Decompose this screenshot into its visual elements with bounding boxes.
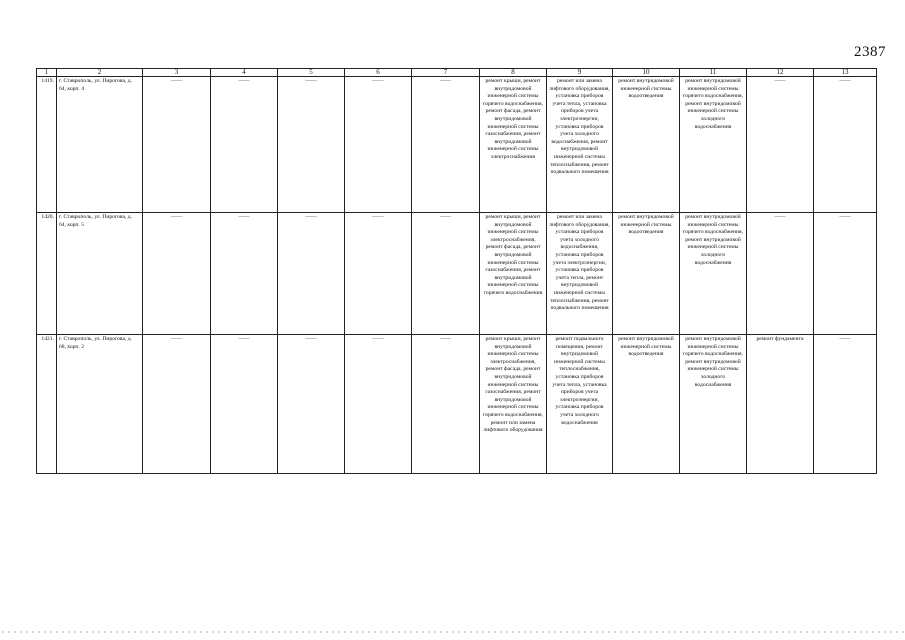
column-header: 12 — [747, 69, 814, 77]
row-number: 1419. — [37, 77, 57, 213]
work-cell: ремонт внутридомовой инженерной системы горячего водоснабжения, ремонт внутридомовой инженерной системы холодного водоснабжения — [680, 335, 747, 474]
column-header: 6 — [345, 69, 412, 77]
work-cell: ремонт внутридомовой инженерной системы водоотведения — [613, 213, 680, 335]
work-cell: ремонт крыши, ремонт внутридомовой инженерной системы горячего водоснабжения, ремонт фасада, ремонт внутридомовой инженерной системы газоснабжения, ремонт внутридомовой инженерной системы электроснабжения — [480, 77, 547, 213]
row-number: 1420. — [37, 213, 57, 335]
dash-cell: —— — [143, 77, 211, 213]
work-cell: ремонт крыши, ремонт внутридомовой инженерной системы электроснабжения, ремонт фасада, ремонт внутридомовой инженерной системы газоснабжения, ремонт внутридомовой инженерной системы горячего водоснабжения — [480, 213, 547, 335]
address-cell: г. Ставрополь, ул. Пирогова, д. 64, корп. 4 — [57, 77, 143, 213]
column-header: 2 — [57, 69, 143, 77]
dash-cell: —— — [412, 77, 480, 213]
repair-schedule-table — [36, 68, 877, 474]
dash-cell: —— — [211, 335, 278, 474]
dash-cell: —— — [814, 335, 877, 474]
dash-cell: —— — [345, 213, 412, 335]
dash-cell: —— — [345, 77, 412, 213]
dash-cell: —— — [412, 213, 480, 335]
table-row — [37, 335, 877, 474]
dash-cell: —— — [412, 335, 480, 474]
dash-cell: —— — [278, 77, 345, 213]
dash-cell: —— — [814, 77, 877, 213]
dash-cell: —— — [278, 213, 345, 335]
work-cell: ремонт или замена лифтового оборудования, установка приборов учета тепла, установка приборов учета электроэнергии, установка приборов учета холодного водоснабжения, ремонт внутридомовой инженерной системы теплоснабжения, ремонт подвального помещения — [547, 77, 613, 213]
work-cell: ремонт внутридомовой инженерной системы горячего водоснабжения, ремонт внутридомовой инженерной системы холодного водоснабжения — [680, 77, 747, 213]
column-header: 4 — [211, 69, 278, 77]
column-header: 1 — [37, 69, 57, 77]
column-header: 13 — [814, 69, 877, 77]
work-cell: ремонт или замена лифтового оборудования, установка приборов учета холодного водоснабжения, установка приборов учета электроэнергии, установка приборов учета тепла, ремонт внутридомовой инженерной системы теплоснабжения, ремонт подвального помещения — [547, 213, 613, 335]
column-header: 3 — [143, 69, 211, 77]
column-header: 8 — [480, 69, 547, 77]
column-header: 7 — [412, 69, 480, 77]
dash-cell: —— — [143, 335, 211, 474]
dash-cell: —— — [143, 213, 211, 335]
work-cell: ремонт фундамента — [747, 335, 814, 474]
scan-noise-strip — [0, 630, 905, 634]
work-cell: ремонт внутридомовой инженерной системы горячего водоснабжения, ремонт внутридомовой инженерной системы холодного водоснабжения — [680, 213, 747, 335]
dash-cell: —— — [814, 213, 877, 335]
column-header: 11 — [680, 69, 747, 77]
column-header: 5 — [278, 69, 345, 77]
work-cell: ремонт внутридомовой инженерной системы водоотведения — [613, 335, 680, 474]
dash-cell: —— — [211, 77, 278, 213]
row-number: 1421. — [37, 335, 57, 474]
dash-cell: —— — [345, 335, 412, 474]
table-row — [37, 213, 877, 335]
work-cell: ремонт внутридомовой инженерной системы водоотведения — [613, 77, 680, 213]
work-cell: ремонт подвального помещения, ремонт внутридомовой инженерной системы теплоснабжения, установка приборов учета тепла, установка приборов учета электроэнергии, установка приборов учета холодного водоснабжения — [547, 335, 613, 474]
dash-cell: —— — [278, 335, 345, 474]
dash-cell: —— — [747, 213, 814, 335]
dash-cell: —— — [747, 77, 814, 213]
table-row — [37, 77, 877, 213]
dash-cell: —— — [211, 213, 278, 335]
column-header: 10 — [613, 69, 680, 77]
address-cell: г. Ставрополь, ул. Пирогова, д. 64, корп. 5 — [57, 213, 143, 335]
work-cell: ремонт крыши, ремонт внутридомовой инженерной системы электроснабжения, ремонт фасада, ремонт внутридомовой инженерной системы газоснабжения, ремонт внутридомовой инженерной системы горячего водоснабжения, ремонт или замена лифтового оборудования — [480, 335, 547, 474]
page-number: 2387 — [854, 44, 886, 60]
address-cell: г. Ставрополь, ул. Пирогова, д. 68, корп. 2 — [57, 335, 143, 474]
column-number-header-row — [37, 69, 877, 77]
column-header: 9 — [547, 69, 613, 77]
